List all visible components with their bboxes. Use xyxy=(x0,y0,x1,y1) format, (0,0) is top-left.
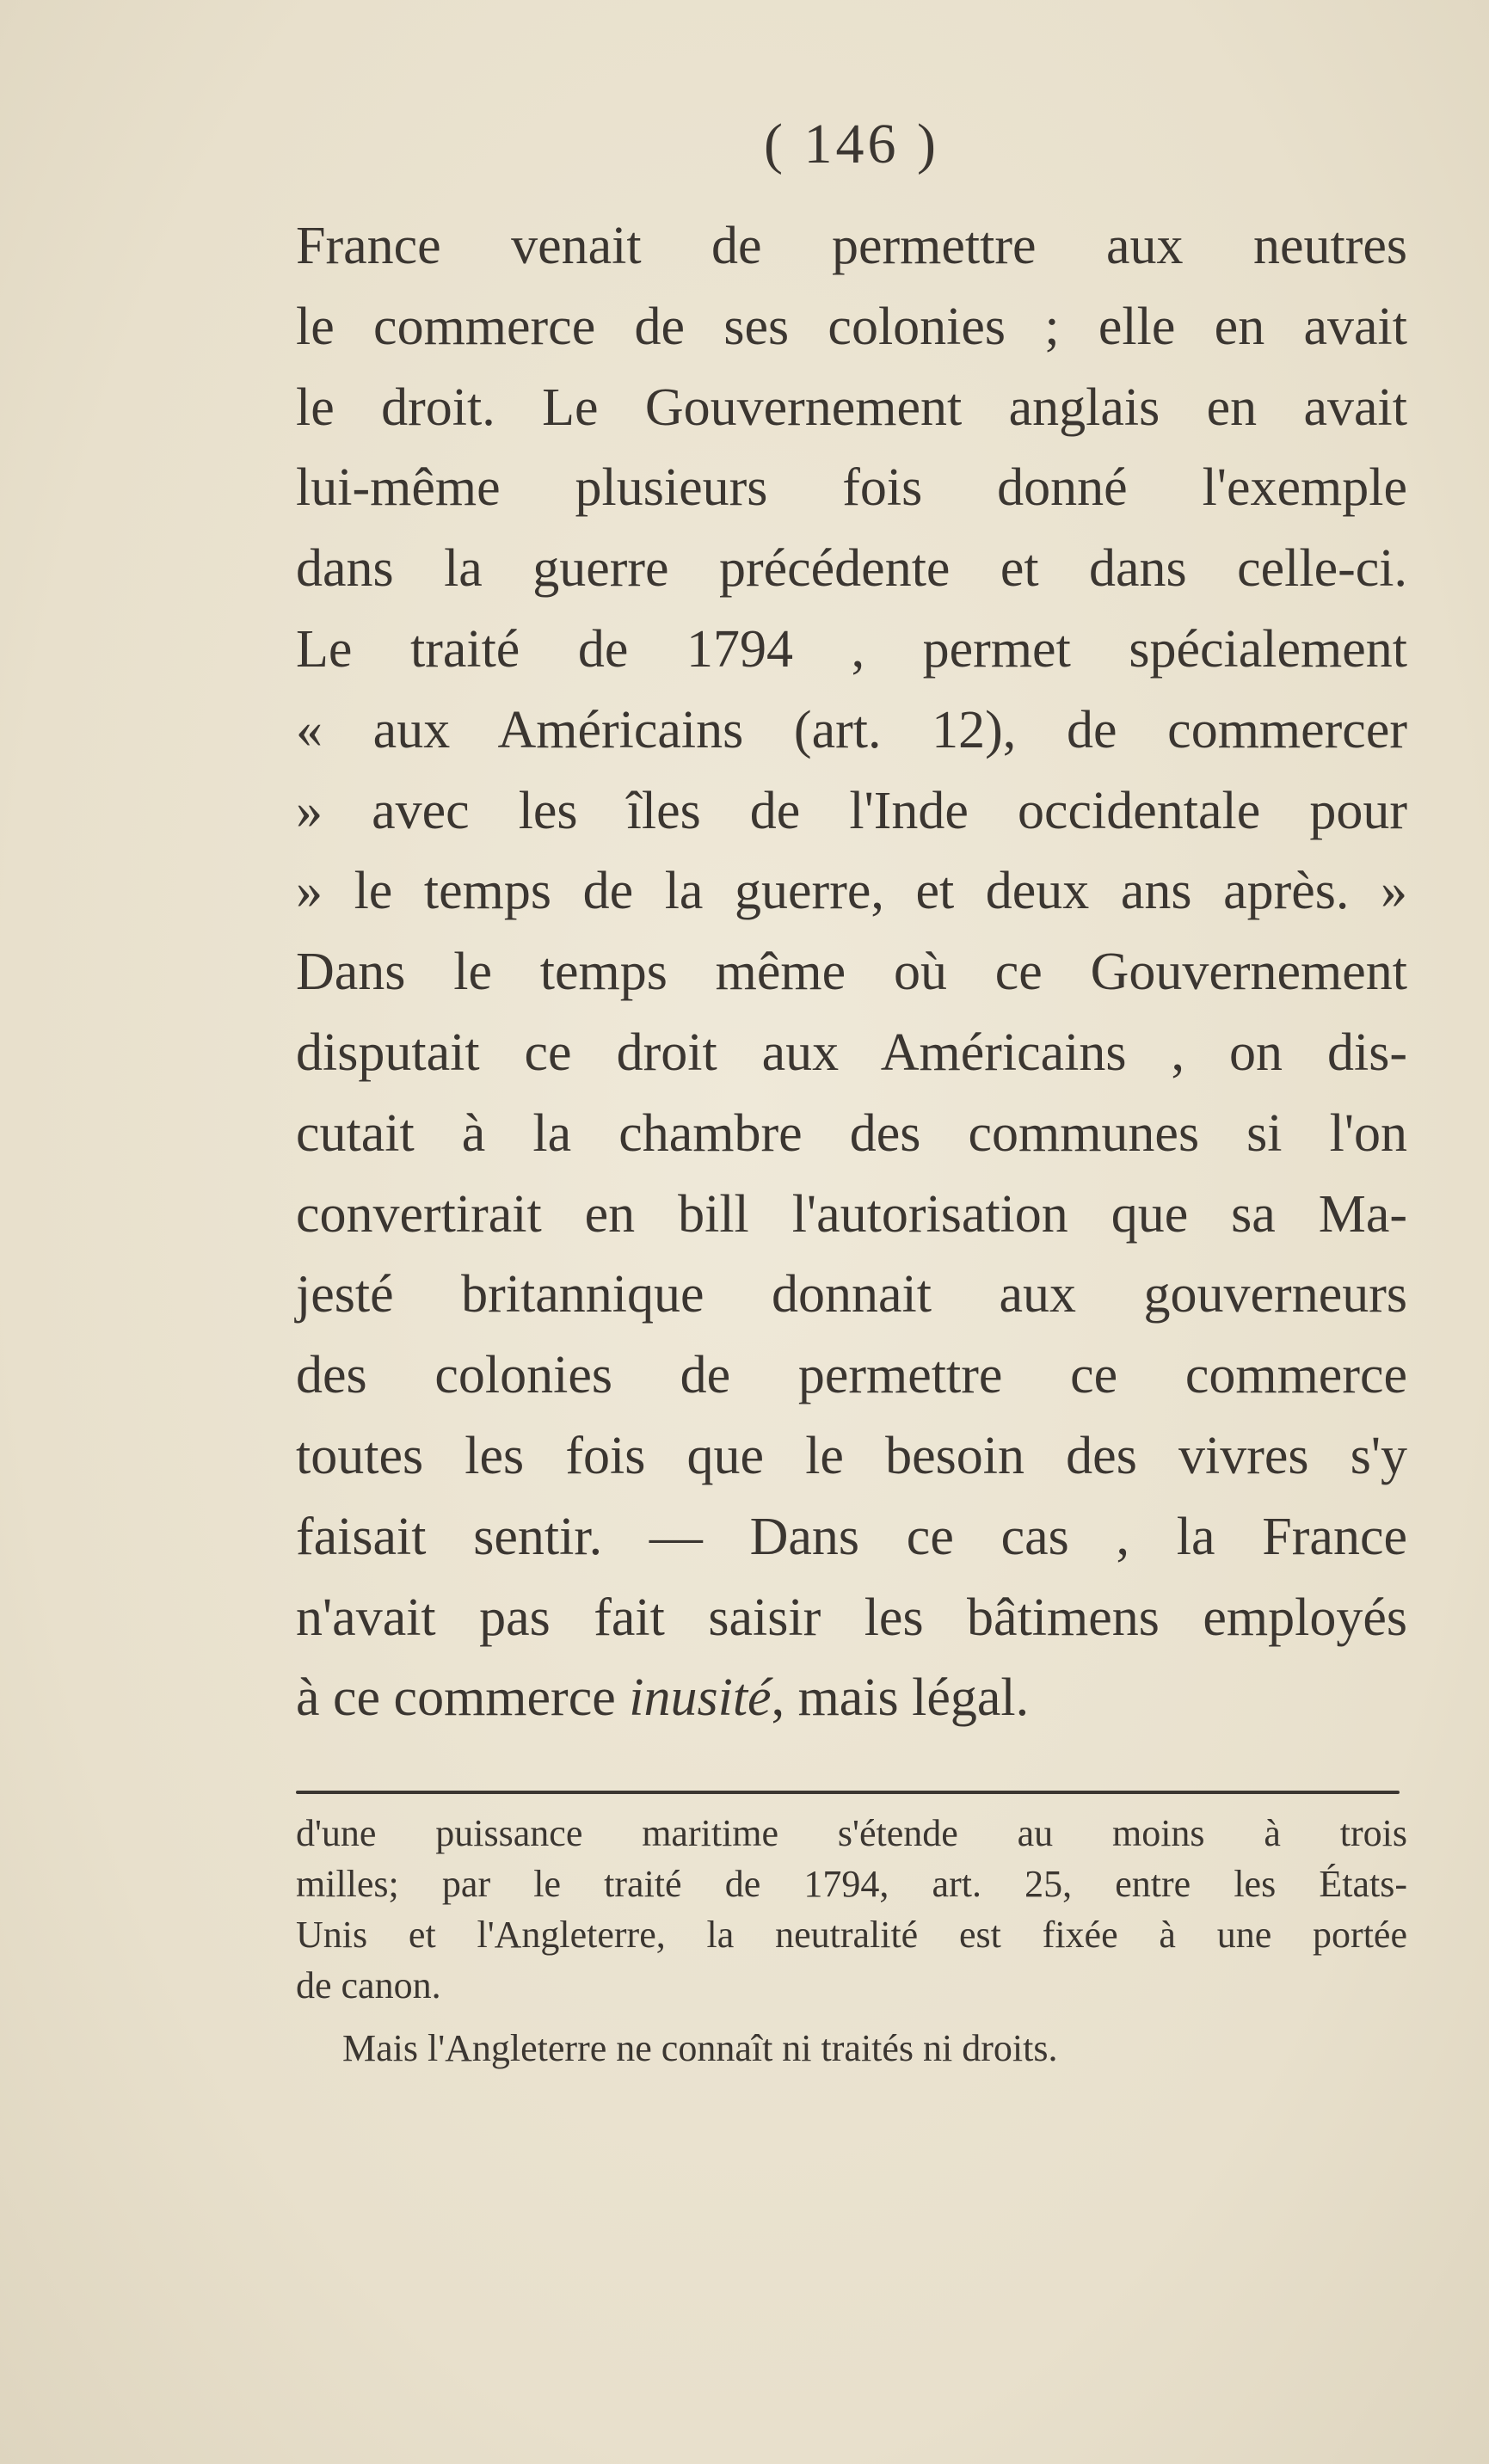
body-line-last xyxy=(296,1667,1407,1729)
page-number: ( 146 ) xyxy=(764,113,939,175)
body-line: n'avait pas fait saisir les bâtimens employés xyxy=(296,1588,1407,1647)
footnote-line: milles; par le traité de 1794, art. 25, entre les États- xyxy=(296,1863,1407,1905)
last-line-start: à ce commerce xyxy=(296,1668,630,1727)
body-line: des colonies de permettre ce commerce xyxy=(296,1346,1407,1405)
body-line: » avec les îles de l'Inde occidentale pour xyxy=(296,781,1407,840)
body-line: jesté britannique donnait aux gouverneurs xyxy=(296,1265,1407,1324)
body-line: « aux Américains (art. 12), de commercer xyxy=(296,700,1407,759)
body-line: toutes les fois que le besoin des vivres s'y xyxy=(296,1427,1407,1485)
body-line: disputait ce droit aux Américains , on dis- xyxy=(296,1023,1407,1082)
footnote-line: Unis et l'Angleterre, la neutralité est fixée à une portée xyxy=(296,1914,1407,1956)
body-line: cutait à la chambre des communes si l'on xyxy=(296,1103,1407,1163)
body-line: lui-même plusieurs fois donné l'exemple xyxy=(296,458,1407,518)
body-line: dans la guerre précédente et dans celle-ci. xyxy=(296,539,1407,599)
body-line: » le temps de la guerre, et deux ans après. » xyxy=(296,862,1407,921)
body-line: faisait sentir. — Dans ce cas , la France xyxy=(296,1507,1407,1566)
footnote-divider xyxy=(296,1791,1400,1794)
body-line: le droit. Le Gouvernement anglais en avait xyxy=(296,378,1407,437)
italic-word: inusité xyxy=(629,1668,772,1727)
body-line: le commerce de ses colonies ; elle en avait xyxy=(296,297,1407,356)
body-line: Dans le temps même où ce Gouvernement xyxy=(296,943,1407,1002)
body-line: France venait de permettre aux neutres xyxy=(296,217,1407,275)
footnote-closing-line: Mais l'Angleterre ne connaît ni traités ni droits. xyxy=(342,2027,1058,2069)
last-line-end: , mais légal. xyxy=(771,1668,1030,1727)
footnote-line: d'une puissance maritime s'étende au moins à trois xyxy=(296,1812,1407,1854)
body-line: convertirait en bill l'autorisation que sa Ma- xyxy=(296,1184,1407,1244)
body-line: Le traité de 1794 , permet spécialement xyxy=(296,620,1407,679)
footnote-line: de canon. xyxy=(296,1964,441,2006)
